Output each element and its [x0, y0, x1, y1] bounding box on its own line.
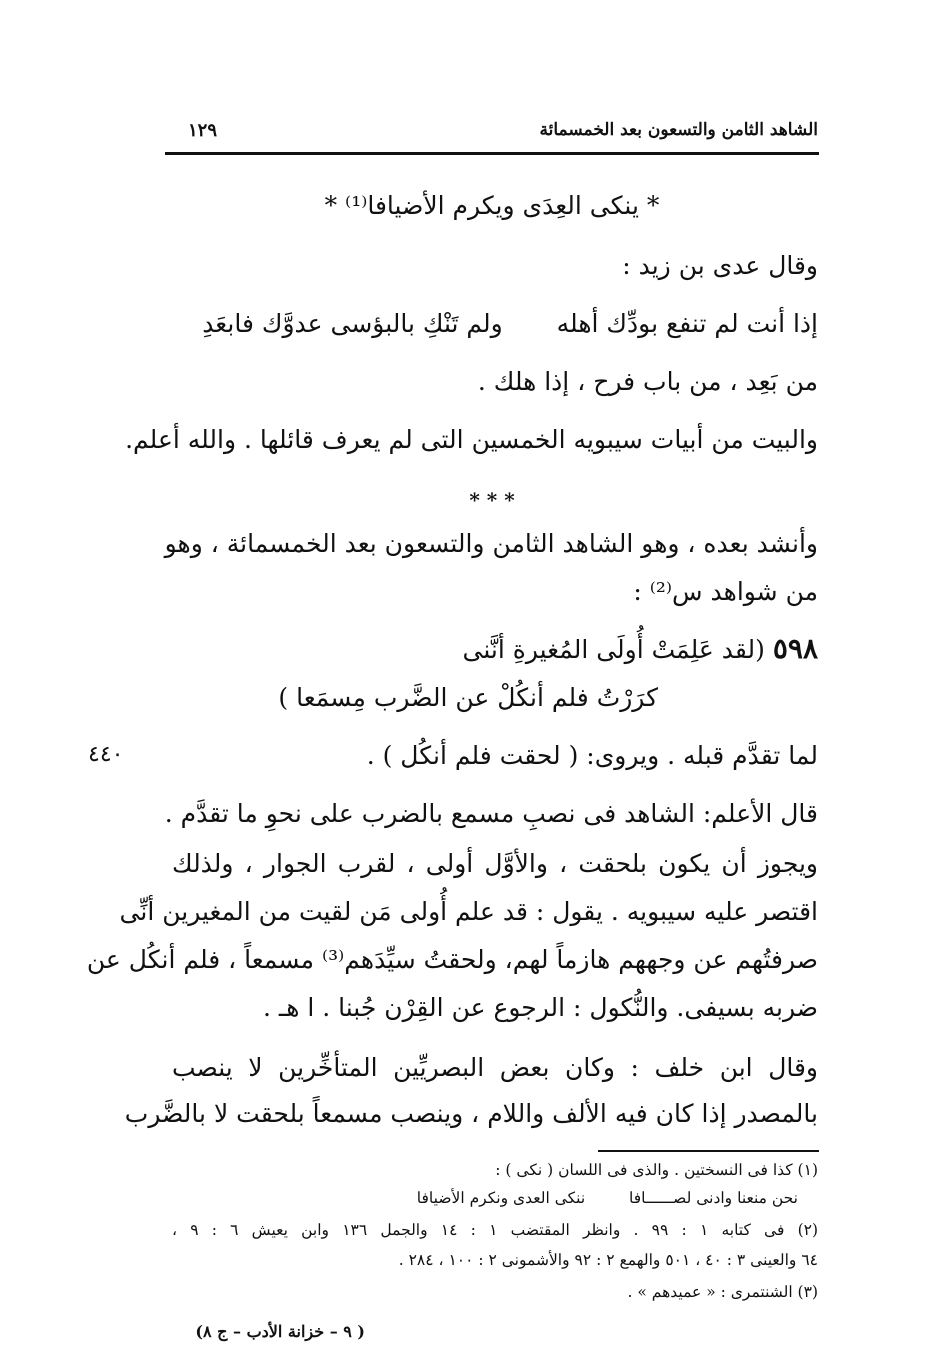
- paragraph-line: من بَعِد ، من باب فرح ، إذا هلك .: [477, 367, 818, 396]
- footnote-2-continued: ٦٤ والعينى ٣ : ٤٠ ، ٥٠١ والهمع ٢ : ٩٢ والأشمونى ٢ : ١٠٠ ، ٢٨٤ .: [398, 1251, 818, 1269]
- signature-footer: ( ٩ – خزانة الأدب – ج ٨): [195, 1322, 365, 1341]
- running-header-title: الشاهد الثامن والتسعون بعد الخمسمائة: [539, 120, 818, 140]
- paragraph-line: قال الأعلم: الشاهد فى نصبِ مسمع بالضرب على نحوِ ما تقدَّم .: [164, 799, 818, 828]
- paragraph-line: لما تقدَّم قبله . ويروى: ( لحقت فلم أنكُل ) .: [366, 741, 818, 770]
- footnote-3: (٣) الشنتمرى : « عميدهم » .: [627, 1283, 818, 1301]
- paragraph-line: وأنشد بعده ، وهو الشاهد الثامن والتسعون بعد الخمسمائة ، وهو: [164, 529, 818, 558]
- verse-hemistich: * ينكى العِدَى ويكرم الأضيافا⁽¹⁾ *: [324, 191, 660, 220]
- section-separator: * * *: [469, 488, 515, 512]
- verse-second-half: ولم تَنْكِ بالبؤسى عدوَّك فابعَدِ: [202, 309, 503, 338]
- verse-first-line: [463, 634, 818, 665]
- margin-page-number: ٤٤٠: [88, 742, 124, 767]
- paragraph-line: ضربه بسيفى. والنُّكول : الرجوع عن القِرْن جُبنا . ا هـ .: [263, 993, 818, 1022]
- verse-first-half: إذا أنت لم تنفع بودِّك أهله: [556, 309, 818, 338]
- header-rule: [165, 152, 819, 155]
- paragraph-line: من شواهد س⁽²⁾ :: [633, 577, 818, 606]
- footnote-1-verse: نحن منعنا وادنى لصــــــافا ننكى العدى ونكرم الأضيافا: [416, 1189, 798, 1207]
- paragraph-line: بالمصدر إذا كان فيه الألف واللام ، وينصب مسمعاً بلحقت لا بالضَّرب: [124, 1099, 818, 1128]
- paragraph-line: صرفتُهم عن وجههم هازماً لهم، ولحقتُ سيِّدَهم⁽³⁾ مسمعاً ، فلم أنكُل عن: [86, 945, 818, 974]
- paragraph-line: اقتصر عليه سيبويه . يقول : قد علم أُولى مَن لقيت من المغيرين أنِّى: [119, 897, 818, 926]
- verse-second-line: كرَرْتُ فلم أنكُلْ عن الضَّرب مِسمَعا ): [278, 683, 658, 712]
- paragraph-line: وقال عدى بن زيد :: [622, 251, 818, 280]
- verse-text: (لقد عَلِمَتْ أُولَى المُغيرةِ أنَّنى: [462, 635, 765, 664]
- footnote-2: (٢) فى كتابه ١ : ٩٩ . وانظر المقتضب ١ : ١٤ والجمل ١٣٦ وابن يعيش ٦ : ٩ ،: [172, 1221, 819, 1239]
- paragraph-line: ويجوز أن يكون بلحقت ، والأوَّل أولى ، لقرب الجوار ، ولذلك: [172, 849, 818, 878]
- verse-number: ٥٩٨: [772, 632, 818, 665]
- paragraph-line: وقال ابن خلف : وكان بعض البصريِّين المتأخِّرين لا ينصب: [172, 1053, 818, 1082]
- paragraph-line: والبيت من أبيات سيبويه الخمسين التى لم يعرف قائلها . والله أعلم.: [125, 425, 818, 454]
- footnote-rule: [598, 1150, 819, 1152]
- page-number: ١٢٩: [188, 120, 218, 141]
- footnote-1: (١) كذا فى النسختين . والذى فى اللسان ( نكى ) :: [495, 1161, 818, 1179]
- verse-line: [202, 310, 818, 338]
